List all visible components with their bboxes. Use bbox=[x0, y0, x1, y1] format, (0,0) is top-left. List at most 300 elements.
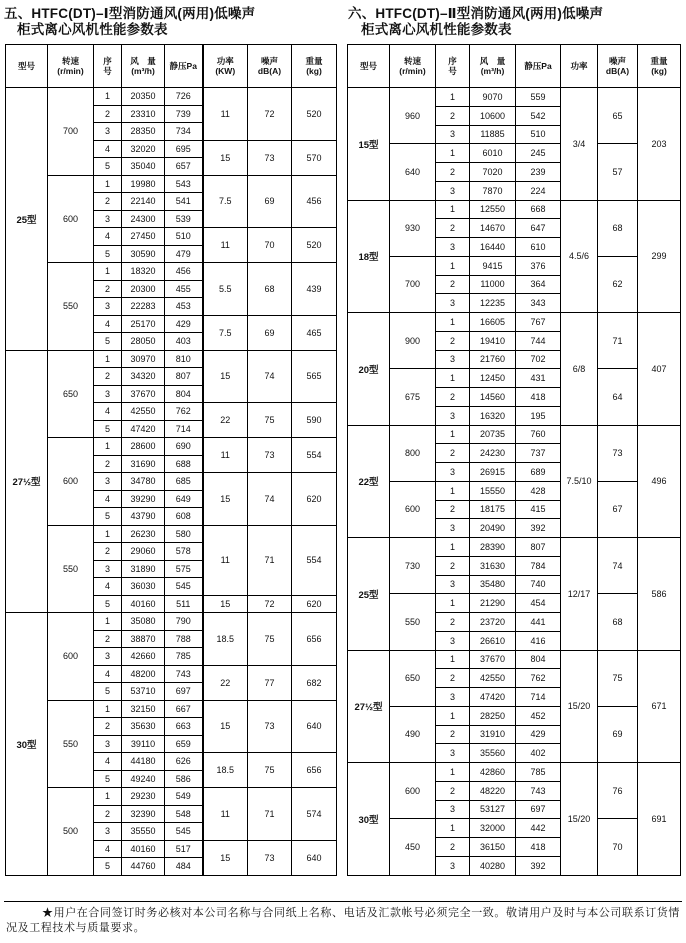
cell-seq: 3 bbox=[436, 463, 470, 482]
cell-model: 27½型 bbox=[6, 350, 48, 613]
cell-weight: 407 bbox=[638, 313, 681, 426]
table-row bbox=[348, 819, 681, 838]
cell-pressure: 739 bbox=[165, 105, 203, 123]
cell-pressure: 545 bbox=[165, 578, 203, 596]
left-parameter-table bbox=[5, 44, 336, 876]
cell-pressure: 788 bbox=[165, 630, 203, 648]
cell-pressure: 657 bbox=[165, 158, 203, 176]
cell-seq: 5 bbox=[94, 858, 122, 876]
table-row bbox=[6, 263, 337, 281]
cell-pressure: 785 bbox=[165, 648, 203, 666]
table-row bbox=[348, 481, 681, 500]
cell-flow: 32390 bbox=[122, 805, 165, 823]
cell-weight: 640 bbox=[292, 840, 337, 875]
cell-flow: 39290 bbox=[122, 490, 165, 508]
cell-seq: 3 bbox=[94, 385, 122, 403]
cell-seq: 2 bbox=[436, 219, 470, 238]
cell-seq: 3 bbox=[436, 800, 470, 819]
cell-noise: 75 bbox=[248, 613, 292, 666]
cell-weight: 554 bbox=[292, 525, 337, 595]
cell-seq: 4 bbox=[94, 665, 122, 683]
cell-seq: 1 bbox=[94, 613, 122, 631]
cell-flow: 35560 bbox=[470, 744, 516, 763]
cell-seq: 1 bbox=[436, 538, 470, 557]
cell-pressure: 804 bbox=[516, 650, 561, 669]
cell-model: 20型 bbox=[348, 313, 390, 426]
cell-seq: 5 bbox=[94, 333, 122, 351]
header-noise: 噪声 dB(A) bbox=[598, 45, 638, 88]
cell-pressure: 402 bbox=[516, 744, 561, 763]
cell-noise: 73 bbox=[248, 700, 292, 753]
cell-flow: 32000 bbox=[470, 819, 516, 838]
cell-pressure: 415 bbox=[516, 500, 561, 519]
cell-flow: 30590 bbox=[122, 245, 165, 263]
table-row bbox=[348, 88, 681, 107]
cell-weight: 620 bbox=[292, 595, 337, 613]
cell-seq: 1 bbox=[436, 200, 470, 219]
cell-seq: 2 bbox=[436, 444, 470, 463]
table-row bbox=[348, 706, 681, 725]
cell-power: 11 bbox=[203, 228, 248, 263]
cell-seq: 2 bbox=[436, 163, 470, 182]
cell-pressure: 416 bbox=[516, 631, 561, 650]
cell-seq: 1 bbox=[436, 481, 470, 500]
cell-pressure: 762 bbox=[516, 669, 561, 688]
cell-flow: 12550 bbox=[470, 200, 516, 219]
cell-seq: 5 bbox=[94, 683, 122, 701]
cell-seq: 1 bbox=[94, 700, 122, 718]
cell-flow: 18320 bbox=[122, 263, 165, 281]
cell-flow: 31890 bbox=[122, 560, 165, 578]
cell-pressure: 224 bbox=[516, 181, 561, 200]
cell-flow: 26915 bbox=[470, 463, 516, 482]
cell-flow: 20300 bbox=[122, 280, 165, 298]
cell-seq: 2 bbox=[436, 725, 470, 744]
cell-weight: 620 bbox=[292, 473, 337, 526]
cell-pressure: 743 bbox=[516, 781, 561, 800]
cell-flow: 20490 bbox=[470, 519, 516, 538]
cell-seq: 4 bbox=[94, 315, 122, 333]
cell-weight: 656 bbox=[292, 753, 337, 788]
cell-power: 15 bbox=[203, 140, 248, 175]
cell-speed: 550 bbox=[48, 263, 94, 351]
cell-pressure: 484 bbox=[165, 858, 203, 876]
cell-model: 18型 bbox=[348, 200, 390, 313]
cell-seq: 2 bbox=[94, 280, 122, 298]
cell-weight: 565 bbox=[292, 350, 337, 403]
cell-noise: 75 bbox=[248, 403, 292, 438]
cell-flow: 24230 bbox=[470, 444, 516, 463]
cell-power: 22 bbox=[203, 665, 248, 700]
header-weight: 重量 (kg) bbox=[638, 45, 681, 88]
cell-weight: 590 bbox=[292, 403, 337, 438]
cell-flow: 16440 bbox=[470, 238, 516, 257]
cell-pressure: 543 bbox=[165, 175, 203, 193]
table-row bbox=[348, 763, 681, 782]
cell-seq: 3 bbox=[436, 519, 470, 538]
cell-flow: 20735 bbox=[470, 425, 516, 444]
cell-seq: 1 bbox=[94, 263, 122, 281]
cell-pressure: 441 bbox=[516, 613, 561, 632]
cell-pressure: 807 bbox=[165, 368, 203, 386]
cell-pressure: 429 bbox=[165, 315, 203, 333]
cell-noise: 75 bbox=[248, 753, 292, 788]
cell-seq: 1 bbox=[436, 594, 470, 613]
left-title-line2: 柜式离心风机性能参数表 bbox=[17, 22, 168, 37]
cell-flow: 7870 bbox=[470, 181, 516, 200]
cell-seq: 5 bbox=[94, 245, 122, 263]
cell-pressure: 702 bbox=[516, 350, 561, 369]
cell-flow: 34780 bbox=[122, 473, 165, 491]
cell-power: 15 bbox=[203, 473, 248, 526]
cell-seq: 4 bbox=[94, 228, 122, 246]
cell-noise: 68 bbox=[598, 200, 638, 256]
cell-weight: 496 bbox=[638, 425, 681, 538]
cell-seq: 1 bbox=[94, 525, 122, 543]
cell-weight: 570 bbox=[292, 140, 337, 175]
cell-speed: 600 bbox=[390, 763, 436, 819]
cell-seq: 2 bbox=[94, 805, 122, 823]
cell-flow: 14670 bbox=[470, 219, 516, 238]
cell-power: 18.5 bbox=[203, 753, 248, 788]
cell-pressure: 392 bbox=[516, 519, 561, 538]
cell-flow: 28250 bbox=[470, 706, 516, 725]
header-model: 型号 bbox=[348, 45, 390, 88]
cell-seq: 2 bbox=[436, 331, 470, 350]
cell-speed: 730 bbox=[390, 538, 436, 594]
cell-speed: 960 bbox=[390, 88, 436, 144]
cell-speed: 550 bbox=[48, 700, 94, 788]
cell-pressure: 452 bbox=[516, 706, 561, 725]
cell-pressure: 580 bbox=[165, 525, 203, 543]
cell-weight: 682 bbox=[292, 665, 337, 700]
cell-flow: 23310 bbox=[122, 105, 165, 123]
cell-seq: 1 bbox=[436, 369, 470, 388]
cell-flow: 34320 bbox=[122, 368, 165, 386]
cell-power: 6/8 bbox=[561, 313, 598, 426]
cell-model: 30型 bbox=[6, 613, 48, 876]
cell-pressure: 697 bbox=[165, 683, 203, 701]
cell-speed: 550 bbox=[390, 594, 436, 650]
cell-seq: 2 bbox=[94, 193, 122, 211]
cell-seq: 4 bbox=[94, 753, 122, 771]
cell-pressure: 685 bbox=[165, 473, 203, 491]
cell-weight: 520 bbox=[292, 228, 337, 263]
cell-flow: 32020 bbox=[122, 140, 165, 158]
cell-seq: 3 bbox=[436, 631, 470, 650]
cell-flow: 15550 bbox=[470, 481, 516, 500]
cell-flow: 25170 bbox=[122, 315, 165, 333]
cell-flow: 35480 bbox=[470, 575, 516, 594]
cell-weight: 203 bbox=[638, 88, 681, 201]
cell-seq: 4 bbox=[94, 140, 122, 158]
cell-pressure: 714 bbox=[516, 688, 561, 707]
cell-pressure: 541 bbox=[165, 193, 203, 211]
cell-seq: 1 bbox=[436, 763, 470, 782]
cell-seq: 4 bbox=[94, 490, 122, 508]
cell-model: 22型 bbox=[348, 425, 390, 538]
cell-noise: 67 bbox=[598, 481, 638, 537]
cell-seq: 2 bbox=[436, 556, 470, 575]
table-row bbox=[6, 350, 337, 368]
cell-flow: 22283 bbox=[122, 298, 165, 316]
cell-flow: 32150 bbox=[122, 700, 165, 718]
cell-model: 25型 bbox=[6, 88, 48, 351]
cell-weight: 520 bbox=[292, 88, 337, 141]
cell-noise: 64 bbox=[598, 369, 638, 425]
cell-weight: 465 bbox=[292, 315, 337, 350]
cell-power: 15 bbox=[203, 595, 248, 613]
cell-noise: 76 bbox=[598, 763, 638, 819]
cell-flow: 24300 bbox=[122, 210, 165, 228]
cell-speed: 800 bbox=[390, 425, 436, 481]
cell-flow: 48220 bbox=[470, 781, 516, 800]
cell-seq: 1 bbox=[436, 425, 470, 444]
right-title-line1: 六、HTFC(DT)–Ⅱ型消防通风(两用)低噪声 bbox=[348, 6, 604, 21]
cell-seq: 3 bbox=[94, 648, 122, 666]
cell-flow: 37670 bbox=[122, 385, 165, 403]
cell-pressure: 517 bbox=[165, 840, 203, 858]
cell-flow: 47420 bbox=[122, 420, 165, 438]
cell-weight: 586 bbox=[638, 538, 681, 651]
cell-power: 7.5 bbox=[203, 315, 248, 350]
cell-noise: 70 bbox=[248, 228, 292, 263]
cell-seq: 5 bbox=[94, 508, 122, 526]
header-speed: 转速 (r/min) bbox=[390, 45, 436, 88]
header-flow: 风 量 (m³/h) bbox=[470, 45, 516, 88]
header-flow: 风 量 (m³/h) bbox=[122, 45, 165, 88]
cell-seq: 1 bbox=[436, 88, 470, 107]
cell-seq: 1 bbox=[436, 256, 470, 275]
cell-pressure: 479 bbox=[165, 245, 203, 263]
cell-pressure: 804 bbox=[165, 385, 203, 403]
cell-noise: 74 bbox=[248, 350, 292, 403]
cell-flow: 47420 bbox=[470, 688, 516, 707]
table-row bbox=[6, 613, 337, 631]
cell-power: 15 bbox=[203, 840, 248, 875]
cell-model: 30型 bbox=[348, 763, 390, 876]
cell-flow: 14560 bbox=[470, 388, 516, 407]
cell-speed: 600 bbox=[48, 613, 94, 701]
cell-seq: 5 bbox=[94, 595, 122, 613]
cell-flow: 19410 bbox=[470, 331, 516, 350]
cell-power: 12/17 bbox=[561, 538, 598, 651]
cell-pressure: 428 bbox=[516, 481, 561, 500]
cell-power: 7.5/10 bbox=[561, 425, 598, 538]
cell-pressure: 626 bbox=[165, 753, 203, 771]
cell-power: 18.5 bbox=[203, 613, 248, 666]
cell-noise: 71 bbox=[248, 525, 292, 595]
cell-flow: 26610 bbox=[470, 631, 516, 650]
cell-flow: 12235 bbox=[470, 294, 516, 313]
cell-speed: 450 bbox=[390, 819, 436, 875]
cell-weight: 439 bbox=[292, 263, 337, 316]
cell-pressure: 392 bbox=[516, 856, 561, 875]
table-row bbox=[6, 438, 337, 456]
cell-weight: 671 bbox=[638, 650, 681, 763]
cell-seq: 2 bbox=[94, 105, 122, 123]
cell-pressure: 807 bbox=[516, 538, 561, 557]
cell-speed: 930 bbox=[390, 200, 436, 256]
cell-speed: 640 bbox=[390, 144, 436, 200]
cell-flow: 20350 bbox=[122, 88, 165, 106]
header-seq: 序 号 bbox=[436, 45, 470, 88]
cell-pressure: 575 bbox=[165, 560, 203, 578]
cell-flow: 43790 bbox=[122, 508, 165, 526]
cell-flow: 29230 bbox=[122, 788, 165, 806]
cell-pressure: 549 bbox=[165, 788, 203, 806]
cell-noise: 74 bbox=[248, 473, 292, 526]
cell-seq: 2 bbox=[436, 106, 470, 125]
cell-power: 11 bbox=[203, 438, 248, 473]
cell-pressure: 726 bbox=[165, 88, 203, 106]
cell-flow: 21760 bbox=[470, 350, 516, 369]
header-speed: 转速 (r/min) bbox=[48, 45, 94, 88]
cell-seq: 2 bbox=[436, 500, 470, 519]
right-title-line2: 柜式离心风机性能参数表 bbox=[361, 22, 512, 37]
cell-weight: 691 bbox=[638, 763, 681, 876]
cell-seq: 1 bbox=[436, 706, 470, 725]
cell-pressure: 608 bbox=[165, 508, 203, 526]
cell-flow: 12450 bbox=[470, 369, 516, 388]
cell-seq: 2 bbox=[436, 388, 470, 407]
cell-flow: 53710 bbox=[122, 683, 165, 701]
cell-seq: 2 bbox=[94, 630, 122, 648]
cell-flow: 30970 bbox=[122, 350, 165, 368]
cell-power: 11 bbox=[203, 525, 248, 595]
cell-flow: 29060 bbox=[122, 543, 165, 561]
cell-pressure: 376 bbox=[516, 256, 561, 275]
cell-noise: 72 bbox=[248, 595, 292, 613]
footer-divider-top bbox=[4, 901, 682, 902]
footer-note: ★用户在合同签订时务必核对本公司名称与合同纸上名称、电话及汇款帐号必须完全一致。敬请用户及时与本公司联系订货情况及工程技术与质量要求。 bbox=[6, 907, 680, 934]
cell-pressure: 442 bbox=[516, 819, 561, 838]
cell-seq: 2 bbox=[436, 838, 470, 857]
cell-power: 15/20 bbox=[561, 650, 598, 763]
cell-flow: 36030 bbox=[122, 578, 165, 596]
cell-flow: 27450 bbox=[122, 228, 165, 246]
cell-pressure: 510 bbox=[165, 228, 203, 246]
cell-noise: 73 bbox=[248, 140, 292, 175]
cell-seq: 2 bbox=[94, 368, 122, 386]
cell-pressure: 668 bbox=[516, 200, 561, 219]
header-noise: 噪声 dB(A) bbox=[248, 45, 292, 88]
cell-flow: 42660 bbox=[122, 648, 165, 666]
cell-flow: 9070 bbox=[470, 88, 516, 107]
table-row bbox=[348, 144, 681, 163]
cell-flow: 48200 bbox=[122, 665, 165, 683]
cell-seq: 3 bbox=[94, 123, 122, 141]
cell-seq: 5 bbox=[94, 770, 122, 788]
cell-seq: 5 bbox=[94, 420, 122, 438]
cell-seq: 1 bbox=[94, 88, 122, 106]
cell-seq: 3 bbox=[436, 294, 470, 313]
cell-pressure: 744 bbox=[516, 331, 561, 350]
cell-seq: 1 bbox=[94, 175, 122, 193]
cell-seq: 3 bbox=[94, 823, 122, 841]
cell-pressure: 737 bbox=[516, 444, 561, 463]
cell-power: 15/20 bbox=[561, 763, 598, 876]
cell-pressure: 767 bbox=[516, 313, 561, 332]
cell-pressure: 760 bbox=[516, 425, 561, 444]
cell-noise: 73 bbox=[248, 840, 292, 875]
cell-pressure: 418 bbox=[516, 388, 561, 407]
cell-flow: 9415 bbox=[470, 256, 516, 275]
cell-speed: 600 bbox=[390, 481, 436, 537]
cell-pressure: 245 bbox=[516, 144, 561, 163]
right-table-title bbox=[348, 6, 603, 38]
cell-speed: 675 bbox=[390, 369, 436, 425]
cell-pressure: 784 bbox=[516, 556, 561, 575]
cell-pressure: 734 bbox=[165, 123, 203, 141]
cell-seq: 4 bbox=[94, 403, 122, 421]
cell-seq: 3 bbox=[94, 735, 122, 753]
right-header-row bbox=[348, 45, 681, 88]
table-row bbox=[348, 200, 681, 219]
cell-pressure: 455 bbox=[165, 280, 203, 298]
cell-flow: 28050 bbox=[122, 333, 165, 351]
cell-pressure: 743 bbox=[165, 665, 203, 683]
cell-seq: 2 bbox=[436, 669, 470, 688]
cell-flow: 42550 bbox=[122, 403, 165, 421]
cell-weight: 554 bbox=[292, 438, 337, 473]
cell-speed: 600 bbox=[48, 175, 94, 263]
cell-weight: 299 bbox=[638, 200, 681, 313]
cell-pressure: 690 bbox=[165, 438, 203, 456]
cell-power: 3/4 bbox=[561, 88, 598, 201]
cell-flow: 16605 bbox=[470, 313, 516, 332]
cell-pressure: 697 bbox=[516, 800, 561, 819]
cell-flow: 37670 bbox=[470, 650, 516, 669]
table-row bbox=[348, 256, 681, 275]
table-row bbox=[348, 594, 681, 613]
cell-noise: 69 bbox=[248, 315, 292, 350]
cell-flow: 35630 bbox=[122, 718, 165, 736]
cell-noise: 68 bbox=[248, 263, 292, 316]
cell-seq: 3 bbox=[436, 125, 470, 144]
cell-flow: 42860 bbox=[470, 763, 516, 782]
cell-seq: 3 bbox=[94, 210, 122, 228]
cell-pressure: 689 bbox=[516, 463, 561, 482]
cell-seq: 2 bbox=[436, 275, 470, 294]
right-parameter-table bbox=[347, 44, 680, 876]
cell-flow: 11000 bbox=[470, 275, 516, 294]
table-row bbox=[6, 700, 337, 718]
cell-seq: 2 bbox=[94, 543, 122, 561]
cell-pressure: 431 bbox=[516, 369, 561, 388]
cell-weight: 574 bbox=[292, 788, 337, 841]
table-row bbox=[6, 525, 337, 543]
cell-noise: 69 bbox=[598, 706, 638, 762]
header-weight: 重量 (kg) bbox=[292, 45, 337, 88]
table-row bbox=[6, 175, 337, 193]
cell-pressure: 740 bbox=[516, 575, 561, 594]
cell-pressure: 453 bbox=[165, 298, 203, 316]
cell-flow: 22140 bbox=[122, 193, 165, 211]
cell-flow: 7020 bbox=[470, 163, 516, 182]
cell-flow: 6010 bbox=[470, 144, 516, 163]
cell-seq: 1 bbox=[94, 350, 122, 368]
cell-pressure: 647 bbox=[516, 219, 561, 238]
cell-weight: 456 bbox=[292, 175, 337, 228]
cell-flow: 23720 bbox=[470, 613, 516, 632]
cell-noise: 72 bbox=[248, 88, 292, 141]
cell-speed: 650 bbox=[390, 650, 436, 706]
cell-power: 7.5 bbox=[203, 175, 248, 228]
cell-pressure: 429 bbox=[516, 725, 561, 744]
cell-pressure: 545 bbox=[165, 823, 203, 841]
cell-flow: 35040 bbox=[122, 158, 165, 176]
